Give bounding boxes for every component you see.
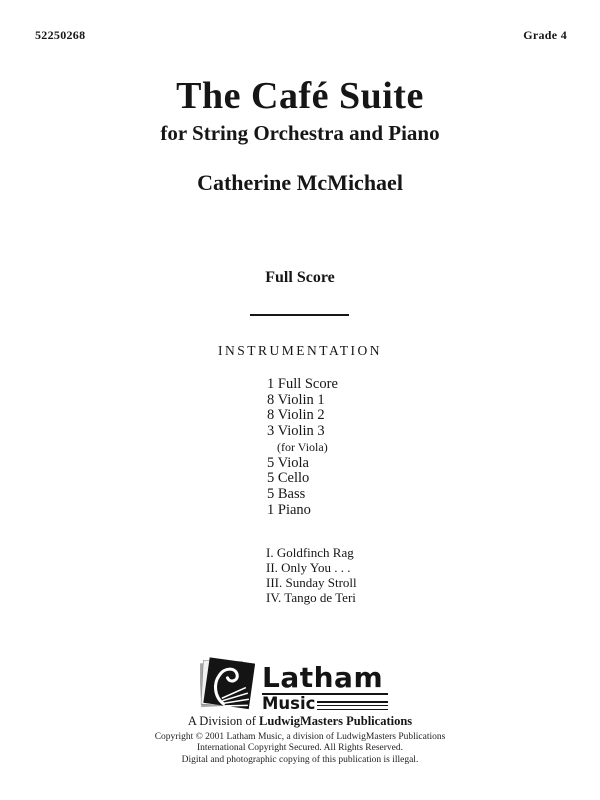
instrument-item: 1 Piano	[267, 501, 311, 518]
grade-label: Grade 4	[523, 28, 567, 42]
copyright-line: International Copyright Secured. All Rights Reserved.	[196, 743, 404, 754]
logo-music-label: Music	[262, 694, 316, 713]
instrument-item: 5 Viola	[267, 454, 309, 471]
catalog-number: 52250268	[35, 28, 86, 42]
division-name: LudwigMasters Publications	[259, 714, 413, 728]
movement-item: IV. Tango de Teri	[266, 590, 356, 605]
movement-item: I. Goldfinch Rag	[266, 545, 354, 560]
score-type-label: Full Score	[265, 269, 335, 286]
instrument-item: 5 Cello	[267, 470, 310, 487]
instrumentation-list	[267, 377, 338, 518]
movements-list	[266, 545, 357, 605]
division-prefix: A Division of	[187, 714, 260, 728]
instrument-item: 1 Full Score	[267, 376, 338, 392]
copyright-line: Copyright © 2001 Latham Music, a division of LudwigMasters Publications	[154, 732, 446, 742]
page-title: The Café Suite	[176, 75, 424, 117]
title-divider	[250, 314, 349, 316]
instrument-item: 8 Violin 1	[267, 391, 325, 408]
logo-wordmark: Latham	[262, 663, 388, 695]
instrument-item: 3 Violin 3	[267, 423, 325, 440]
movement-item: II. Only You . . .	[266, 560, 351, 575]
staff-lines-icon	[317, 701, 388, 711]
copyright-line: Digital and photographic copying of this publication is illegal.	[181, 754, 419, 765]
composer-name: Catherine McMichael	[197, 170, 403, 195]
publisher-logo	[262, 663, 388, 711]
division-line	[0, 714, 600, 729]
instrument-item-note: (for Viola)	[277, 439, 328, 454]
instrument-item: 5 Bass	[267, 485, 306, 502]
page-subtitle: for String Orchestra and Piano	[160, 121, 440, 145]
copyright-block	[0, 732, 600, 766]
movement-item: III. Sunday Stroll	[266, 575, 357, 590]
instrumentation-heading: INSTRUMENTATION	[218, 343, 382, 358]
latham-swan-logo-icon	[200, 657, 255, 712]
instrument-item: 8 Violin 2	[267, 407, 325, 424]
